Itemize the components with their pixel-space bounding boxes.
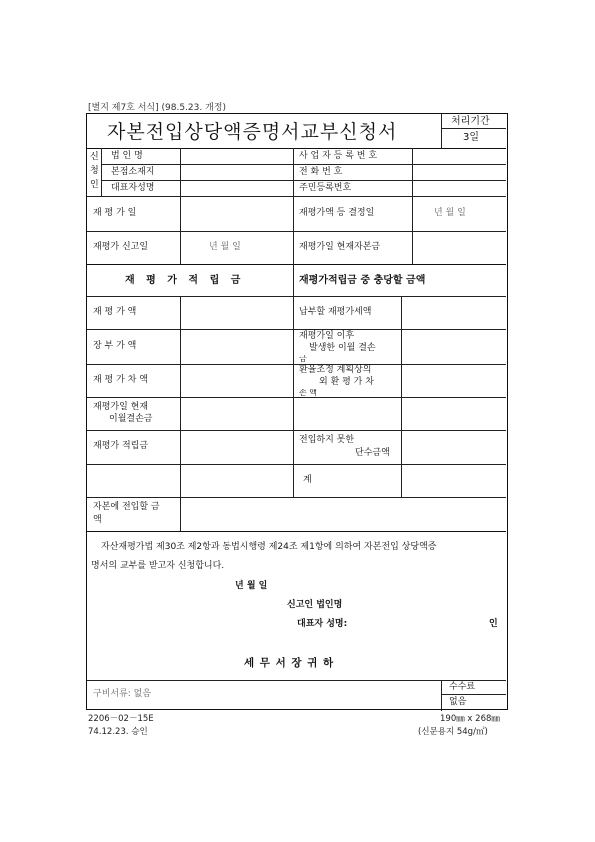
capital-transfer-label-line2: 액 bbox=[93, 515, 102, 525]
deficit-field[interactable] bbox=[181, 399, 292, 429]
fee-border bbox=[441, 680, 442, 711]
form-header-note: [별지 제7호 서식] (98.5.23. 개정) bbox=[88, 103, 226, 113]
attachments-label: 구비서류: 없음 bbox=[93, 689, 152, 699]
capital-transfer-label-line1: 자본에 전입할 금 bbox=[93, 502, 160, 512]
middle-border-top bbox=[293, 148, 294, 297]
section-header-line bbox=[87, 296, 506, 297]
statement-line2: 명서의 교부를 받고자 신청합니다. bbox=[91, 561, 225, 571]
biz-reg-no-label: 사 업 자 등 록 번 호 bbox=[299, 151, 378, 161]
fx-label-line3: 손 액 bbox=[299, 389, 317, 397]
left-blank-label bbox=[88, 465, 179, 496]
phone-label: 전 화 번 호 bbox=[299, 167, 343, 177]
fx-field[interactable] bbox=[402, 366, 505, 396]
paper-size: 190㎜ x 268㎜ bbox=[440, 714, 500, 724]
deficit-after-label-line2: 발생한 이월 결손 bbox=[309, 343, 376, 353]
seal-mark[interactable]: 인 bbox=[489, 619, 498, 629]
row-line-4 bbox=[87, 430, 506, 431]
deficit-after-field[interactable] bbox=[402, 331, 505, 363]
phone-field[interactable] bbox=[413, 165, 505, 179]
applicant-label-3: 인 bbox=[90, 180, 99, 190]
application-form bbox=[86, 113, 508, 710]
reval-report-line bbox=[87, 264, 506, 265]
revaluation-report-date-label: 재평가 신고일 bbox=[93, 242, 149, 252]
fx-label-line1: 환율조정 계획상의 bbox=[299, 365, 372, 375]
deficit-label-line2: 이월결손금 bbox=[109, 414, 153, 424]
applicant-label-border bbox=[101, 148, 102, 196]
reval-date-line bbox=[87, 231, 506, 232]
right-blank-label bbox=[294, 399, 400, 429]
row-line-3 bbox=[87, 397, 506, 398]
total-field[interactable] bbox=[402, 465, 505, 496]
signature-date[interactable]: 년 월 일 bbox=[235, 581, 268, 591]
approval-date: 74.12.23. 승인 bbox=[88, 727, 148, 737]
attachments-line bbox=[87, 680, 506, 681]
deficit-after-label-line3: 금 bbox=[299, 355, 307, 363]
row-line-2 bbox=[87, 364, 506, 365]
row-line-1 bbox=[87, 329, 506, 330]
statement-line1: 자산재평가법 제30조 제2항과 동법시행령 제24조 제1항에 의하여 자본전입 상당액증 bbox=[101, 542, 437, 552]
signature-representative: 대표자 성명: bbox=[297, 619, 348, 629]
applicant-label-2: 청 bbox=[90, 166, 99, 176]
fx-label-line2: 외 환 평 가 차 bbox=[319, 377, 374, 387]
deficit-after-label-line1: 재평가일 이후 bbox=[299, 331, 355, 341]
revaluation-date-label: 재 평 가 일 bbox=[93, 208, 137, 218]
not-capitalized-field[interactable] bbox=[402, 432, 505, 463]
applicant-bottom-line bbox=[87, 196, 506, 197]
capital-transfer-line bbox=[87, 531, 506, 532]
section-equiv-header: 재평가적립금 중 충당할 금액 bbox=[299, 275, 426, 286]
applicant-label-1: 신 bbox=[90, 152, 99, 162]
total-label: 계 bbox=[303, 475, 312, 485]
revaluation-decision-date-label: 재평가액 등 결정일 bbox=[299, 208, 375, 218]
processing-border bbox=[441, 114, 442, 148]
left-blank-field[interactable] bbox=[181, 465, 292, 496]
tax-payable-field[interactable] bbox=[402, 298, 505, 328]
not-capitalized-label-line2: 단수금액 bbox=[355, 448, 390, 458]
current-capital-field[interactable] bbox=[413, 233, 505, 263]
reval-diff-label: 재 평 가 차 액 bbox=[93, 375, 148, 385]
book-value-field[interactable] bbox=[181, 331, 292, 363]
reserve-label: 재평가 적립금 bbox=[93, 441, 149, 451]
biz-reg-no-field[interactable] bbox=[413, 149, 505, 163]
right-blank-field[interactable] bbox=[402, 399, 505, 429]
section-reserve-header: 재 평 가 적 립 금 bbox=[125, 275, 245, 286]
deficit-label-line1: 재평가일 현재 bbox=[93, 402, 149, 412]
not-capitalized-label-line1: 전입하지 못한 bbox=[299, 435, 355, 445]
hq-address-field[interactable] bbox=[181, 165, 292, 179]
fee-value: 없음 bbox=[449, 697, 467, 707]
addressee: 세 무 서 장 귀 하 bbox=[244, 657, 335, 669]
resident-no-label: 주민등록번호 bbox=[299, 183, 352, 193]
processing-period-value: 3일 bbox=[463, 132, 480, 143]
current-capital-label: 재평가일 현재자본금 bbox=[299, 242, 381, 252]
signature-applicant: 신고인 법인명 bbox=[287, 600, 343, 610]
book-value-label: 장 부 가 액 bbox=[93, 341, 137, 351]
corp-name-label: 법 인 명 bbox=[111, 151, 143, 161]
corp-name-field[interactable] bbox=[181, 149, 292, 163]
rep-name-label: 대표자성명 bbox=[111, 183, 155, 193]
processing-period-label: 처리기간 bbox=[451, 116, 490, 127]
processing-divider bbox=[441, 128, 506, 129]
decision-date-value[interactable]: 년 월 일 bbox=[434, 208, 466, 218]
hq-address-label: 본점소재지 bbox=[111, 167, 155, 177]
middle-border bbox=[293, 296, 294, 497]
paper-type: (신문용지 54g/㎡) bbox=[418, 727, 488, 737]
capital-transfer-field[interactable] bbox=[181, 498, 505, 530]
reserve-field[interactable] bbox=[181, 432, 292, 463]
reval-amount-field[interactable] bbox=[181, 298, 292, 328]
report-date-value[interactable]: 년 월 일 bbox=[209, 242, 241, 252]
form-number: 2206－02－15E bbox=[88, 714, 154, 724]
reval-amount-label: 재 평 가 액 bbox=[93, 307, 137, 317]
fee-divider bbox=[441, 694, 506, 695]
reval-diff-field[interactable] bbox=[181, 366, 292, 396]
rep-name-field[interactable] bbox=[181, 181, 292, 195]
form-title: 자본전입상당액증명서교부신청서 bbox=[107, 121, 398, 143]
revaluation-date-field[interactable] bbox=[181, 197, 292, 230]
fee-label: 수수료 bbox=[449, 682, 476, 692]
resident-no-field[interactable] bbox=[413, 181, 505, 195]
tax-payable-label: 납부할 재평가세액 bbox=[299, 307, 372, 317]
